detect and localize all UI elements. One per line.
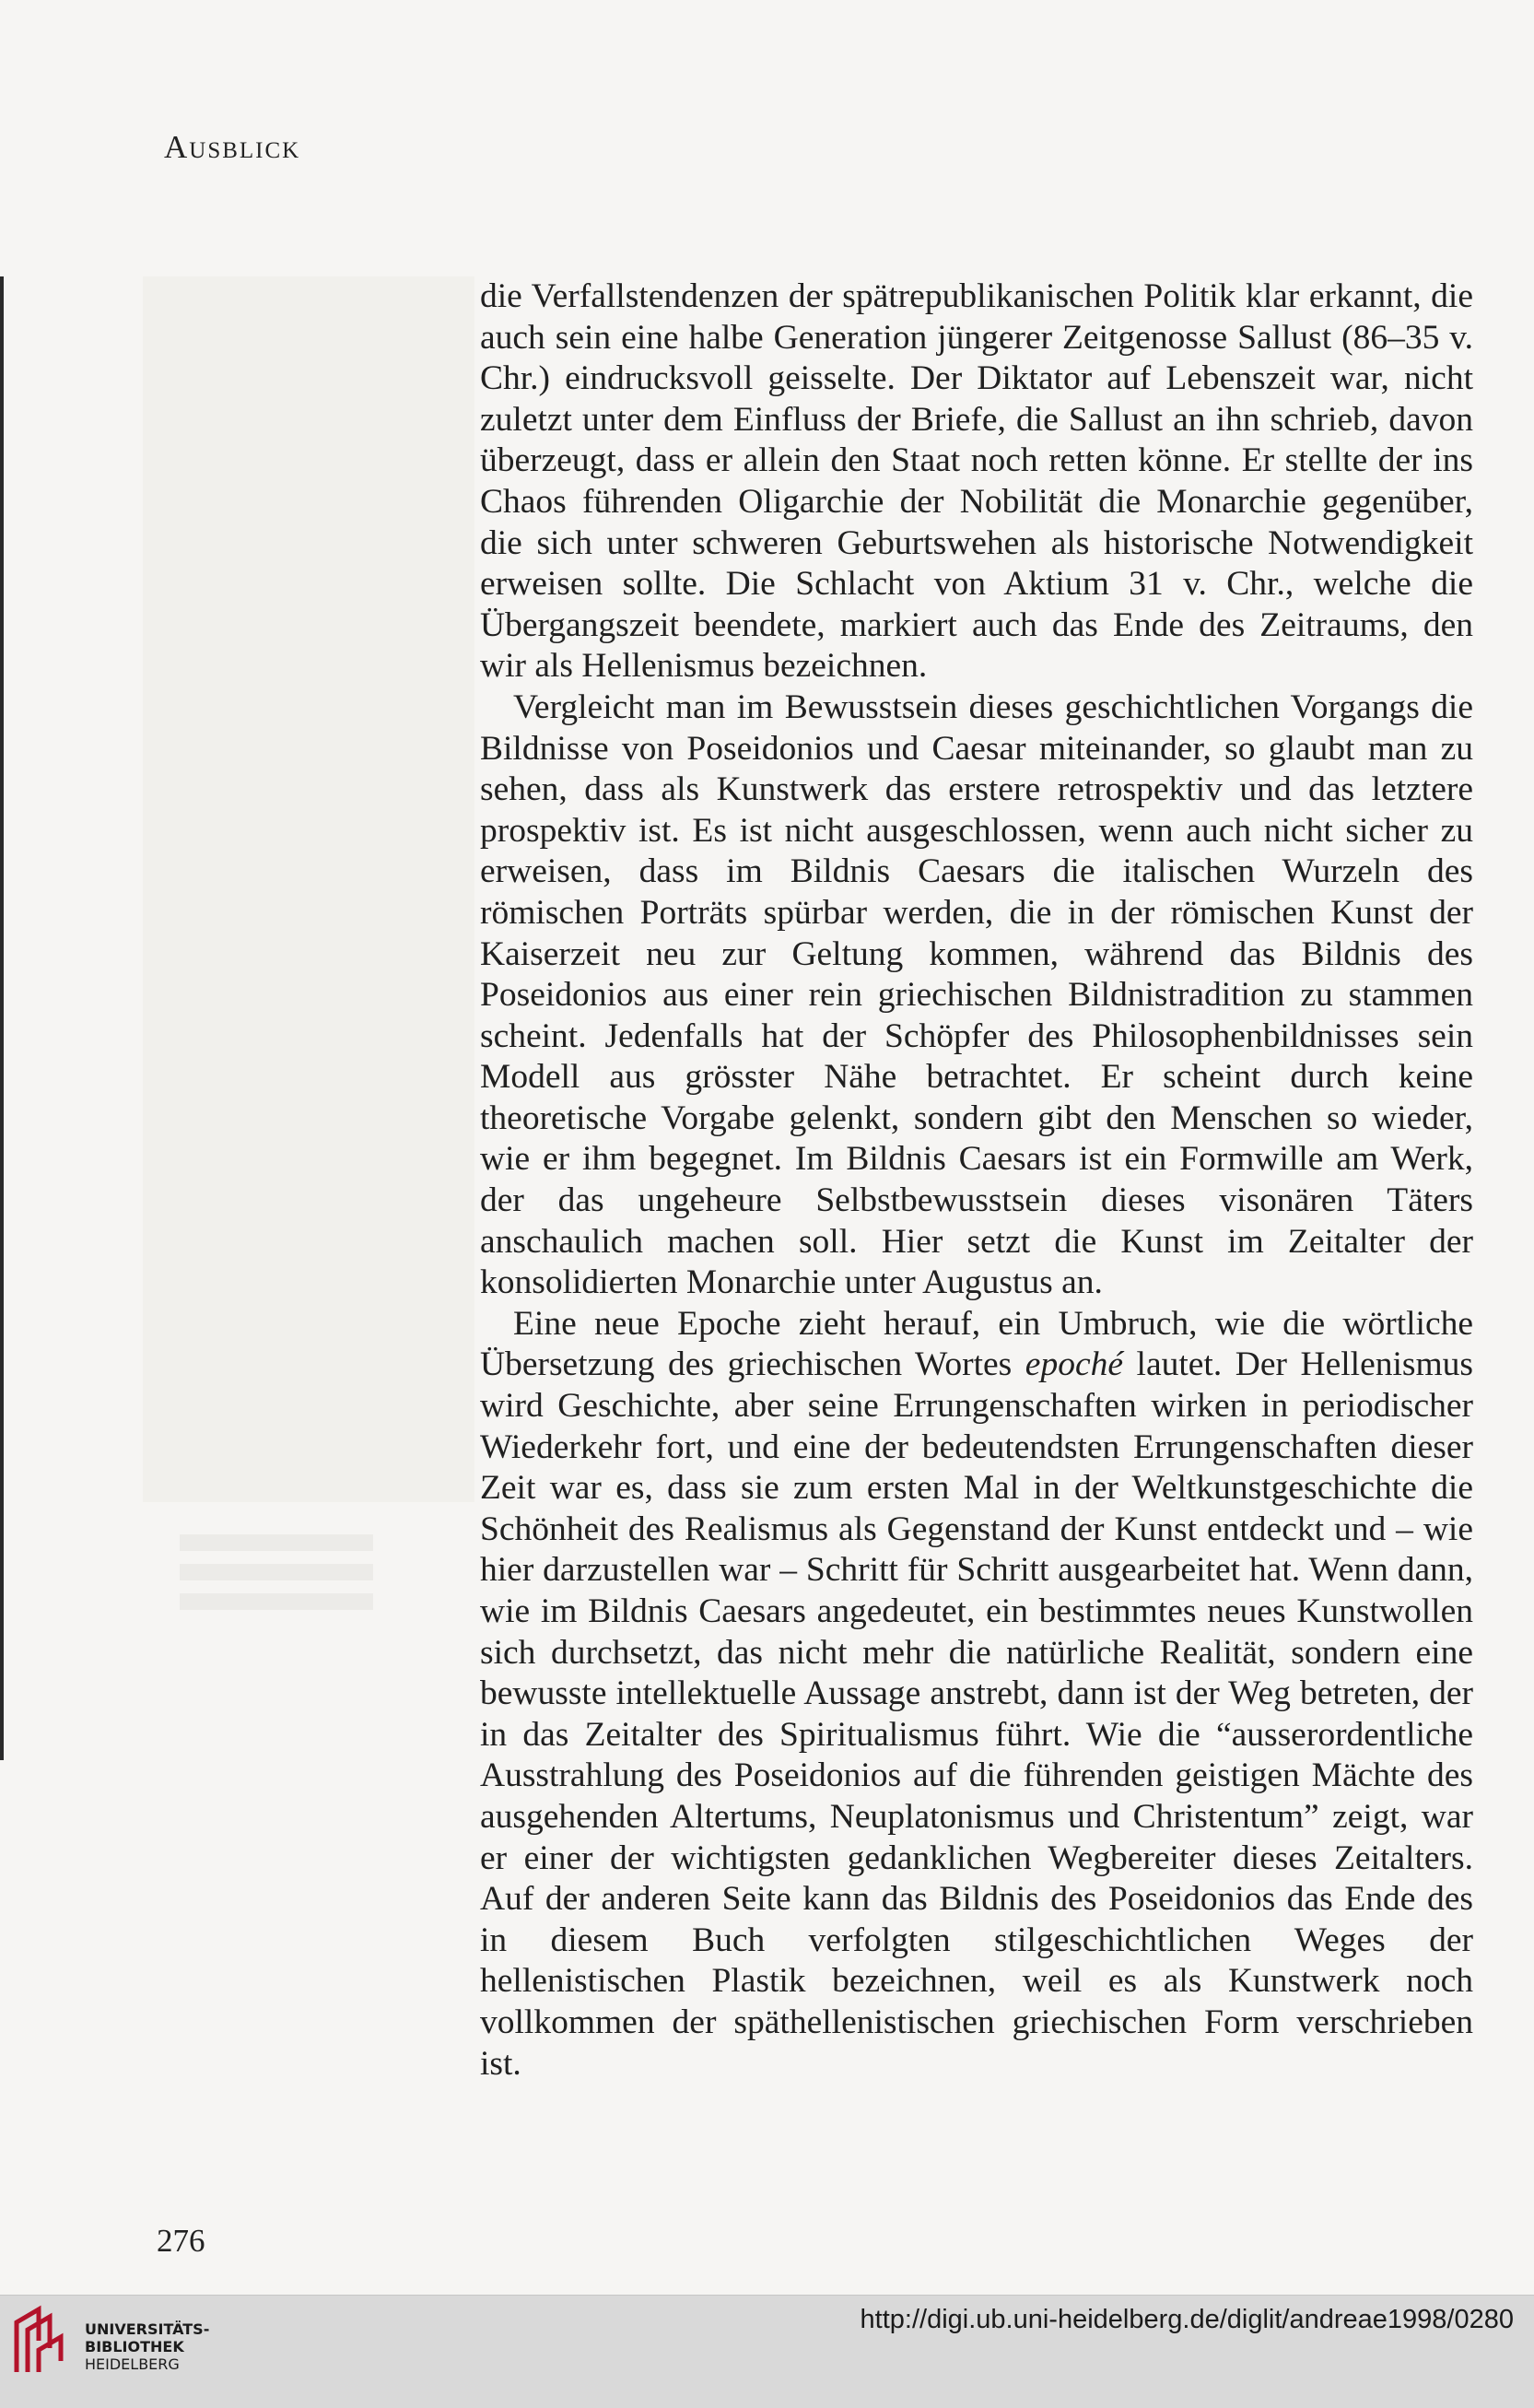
page-edge-shadow <box>0 276 4 1760</box>
library-name-line-1: UNIVERSITÄTS- <box>85 2320 210 2338</box>
paragraph-3-italic-term: epoché <box>1025 1345 1123 1384</box>
paragraph-3-end: lautet. Der Hellenismus wird Geschichte, aber seine Errungenschaften wirken in periodischer Wiederkehr fort, und eine der bedeutendsten Errungenschaften dieser Zeit war es, dass sie zum ersten Mal in der Weltkunstgeschichte die Schönheit des Realismus als Gegenstand der Kunst entdeckt und – wie hier darzustellen war – Schritt für Schritt ausgearbeitet hat. Wenn dann, wie im Bildnis Caesars angedeutet, ein bestimmtes neues Kunstwollen sich durchsetzt, das nicht mehr die natürliche Realität, sondern eine bewusste intellektuelle Aussage anstrebt, dann ist der Weg betreten, der in das Zeitalter des Spiritualismus führt. Wie die “ausserordentliche Ausstrahlung des Poseidonios auf die führenden geistigen Mächte des ausgehenden Altertums, Neuplatonismus und Christentum” zeigt, war er einer der wichtigsten gedanklichen Wegbereiter dieses Zeitalters. Auf der anderen Seite kann das Bildnis des Poseidonios das Ende des in diesem Buch verfolgten stilgeschichtlichen Weges der hellenistischen Plastik bezeichnen, weil es als Kunstwerk noch vollkommen der späthellenistischen griechischen Form verschrieben ist. <box>480 1345 1473 2083</box>
library-name <box>85 2320 209 2373</box>
show-through-image <box>143 276 474 1502</box>
page-number: 276 <box>157 2223 205 2259</box>
running-head: Ausblick <box>164 129 301 165</box>
permalink-url[interactable]: http://digi.ub.uni-heidelberg.de/diglit/andreae1998/0280 <box>860 2305 1514 2334</box>
paragraph-3-start: Eine neue Epoche zieht herauf, ein Umbruch, wie die wörtliche Übersetzung des griechischen Wortes <box>480 1304 1473 1384</box>
paragraph-1: die Verfallstendenzen der spätrepublikanischen Politik klar erkannt, die auch sein eine halbe Generation jüngerer Zeitgenosse Sallust (86–35 v. Chr.) eindrucksvoll geisselte. Der Diktator auf Lebenszeit war, nicht zuletzt unter dem Einfluss der Briefe, die Sallust an ihn schrieb, davon überzeugt, dass er allein den Staat noch retten könne. Er stellte der ins Chaos führenden Oligarchie der Nobilität die Monarchie gegenüber, die sich unter schweren Geburtswehen als historische Notwendigkeit erweisen sollte. Die Schlacht von Aktium 31 v. Chr., welche die Übergangszeit beendete, markiert auch das Ende des Zeitraums, den wir als Hellenismus bezeichnen. <box>480 277 1473 686</box>
show-through-caption <box>180 1534 373 1613</box>
university-library-logo-icon <box>11 2304 74 2378</box>
library-name-line-3: HEIDELBERG <box>85 2355 180 2373</box>
body-text <box>480 276 1473 2085</box>
library-name-line-2: BIBLIOTHEK <box>85 2338 184 2355</box>
paragraph-3 <box>480 1304 1473 2085</box>
paragraph-2: Vergleicht man im Bewusstsein dieses geschichtlichen Vorgangs die Bildnisse von Poseidonios und Caesar miteinander, so glaubt man zu sehen, dass als Kunstwerk das erstere retrospektiv und das letztere prospektiv ist. Es ist nicht ausgeschlossen, wenn auch nicht sicher zu erweisen, dass im Bildnis Caesars die italischen Wurzeln des römischen Porträts spürbar werden, die in der römischen Kunst der Kaiserzeit neu zur Geltung kommen, während das Bildnis des Poseidonios aus einer rein griechischen Bildnistradition zu stammen scheint. Jedenfalls hat der Schöpfer des Philosophenbildnisses sein Modell aus grösster Nähe betrachtet. Er scheint durch keine theoretische Vorgabe gelenkt, sondern gibt den Menschen so wieder, wie er ihm begegnet. Im Bildnis Caesars ist ein Formwille am Werk, der das ungeheure Selbstbewusstsein dieses visonären Täters anschaulich machen soll. Hier setzt die Kunst im Zeitalter der konsolidierten Monarchie unter Augustus an. <box>480 687 1473 1302</box>
